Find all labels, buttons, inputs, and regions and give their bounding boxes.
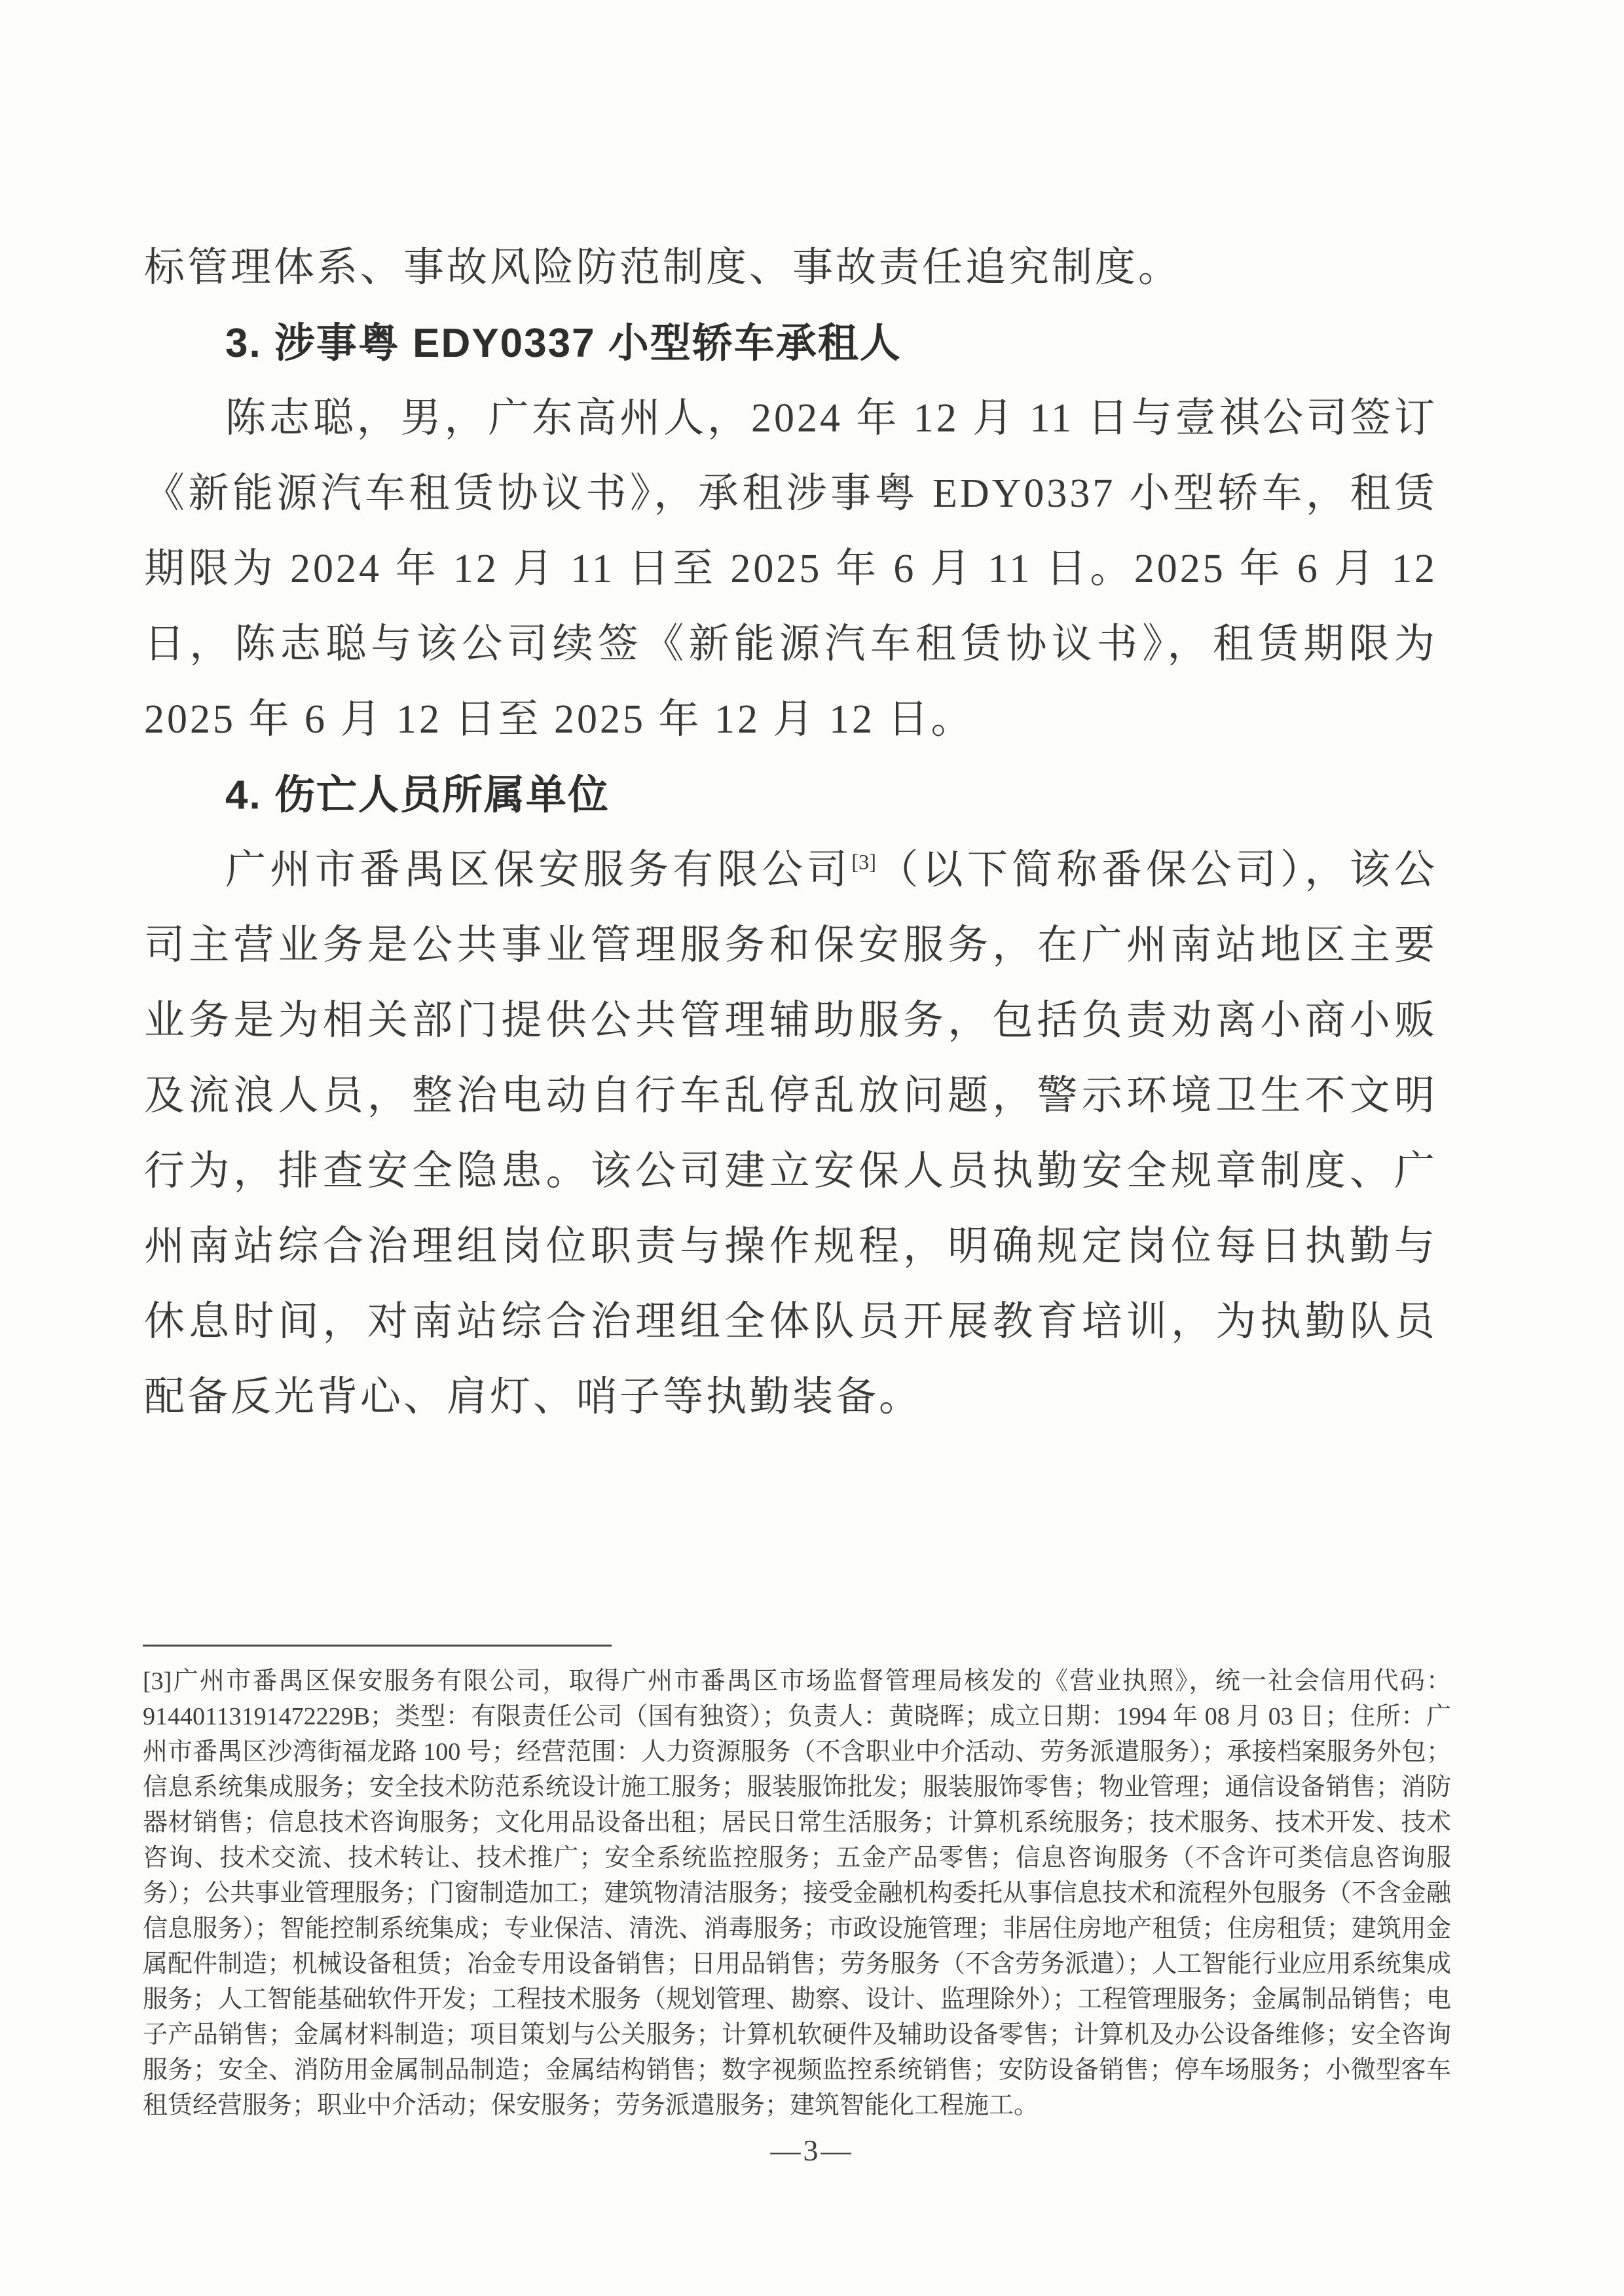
footnote-text: [3]广州市番禺区保安服务有限公司，取得广州市番禺区市场监督管理局核发的《营业执照》，统一社会信用代码：91440113191472229B；类型：有限责任公司（国有独资）；负责人：黄晓晖；成立日期：1994 年 08 月 03 日；住所：广州市番禺区沙湾街福龙路 100 号；经营范围：人力资源服务（不含职业中介活动、劳务派遣服务）；承接档案服务外包；信息系统集成服务；安全技术防范系统设计施工服务；服装服饰批发；服装服饰零售；物业管理；通信设备销售；消防器材销售；信息技术咨询服务；文化用品设备出租；居民日常生活服务；计算机系统服务；技术服务、技术开发、技术咨询、技术交流、技术转让、技术推广；安全系统监控服务；五金产品零售；信息咨询服务（不含许可类信息咨询服务）；公共事业管理服务；门窗制造加工；建筑物清洁服务；接受金融机构委托从事信息技术和流程外包服务（不含金融信息服务）；智能控制系统集成；专业保洁、清洗、消毒服务；市政设施管理；非居住房地产租赁；住房租赁；建筑用金属配件制造；机械设备租赁；冶金专用设备销售；日用品销售；劳务服务（不含劳务派遣）；人工智能行业应用系统集成服务；人工智能基础软件开发；工程技术服务（规划管理、勘察、设计、监理除外）；工程管理服务；金属制品销售；电子产品销售；金属材料制造；项目策划与公关服务；计算机软硬件及辅助设备零售；计算机及办公设备维修；安全咨询服务；安全、消防用金属制品制造；金属结构销售；数字视频监控系统销售；安防设备销售；停车场服务；小微型客车租赁经营服务；职业中介活动；保安服务；劳务派遣服务；建筑智能化工程施工。	[143, 1667, 1451, 2119]
footnote-reference-mark: [3]	[851, 850, 876, 874]
section-3-heading: 3. 涉事粤 EDY0337 小型轿车承租人	[225, 321, 902, 366]
page-number: —3—	[770, 2134, 854, 2167]
footnote-block	[143, 1645, 1451, 2123]
section-3-paragraph: 陈志聪，男，广东高州人，2024 年 12 月 11 日与壹祺公司签订《新能源汽车租赁协议书》，承租涉事粤 EDY0337 小型轿车，租赁期限为 2024 年 12 月 11 日至 2025 年 6 月 11 日。2025 年 6 月 12 日，陈志聪与该公司续签《新能源汽车租赁协议书》，租赁期限为 2025 年 6 月 12 日至 2025 年 12 月 12 日。	[144, 396, 1437, 742]
section-4-paragraph	[144, 833, 1437, 1435]
section-4-heading: 4. 伤亡人员所属单位	[225, 773, 610, 818]
footnote-separator-rule	[143, 1645, 612, 1647]
continuation-paragraph: 标管理体系、事故风险防范制度、事故责任追究制度。	[144, 246, 1182, 290]
body-text	[144, 230, 1437, 1435]
section-4-paragraph-rest: （以下简称番保公司），该公司主营业务是公共事业管理服务和保安服务，在广州南站地区主要业务是为相关部门提供公共管理辅助服务，包括负责劝离小商小贩及流浪人员，整治电动自行车乱停乱放问题，警示环境卫生不文明行为，排查安全隐患。该公司建立安保人员执勤安全规章制度、广州南站综合治理组岗位职责与操作规程，明确规定岗位每日执勤与休息时间，对南站综合治理组全体队员开展教育培训，为执勤队员配备反光背心、肩灯、哨子等执勤装备。	[144, 848, 1437, 1419]
section-4-paragraph-lead: 广州市番禺区保安服务有限公司	[225, 848, 852, 892]
